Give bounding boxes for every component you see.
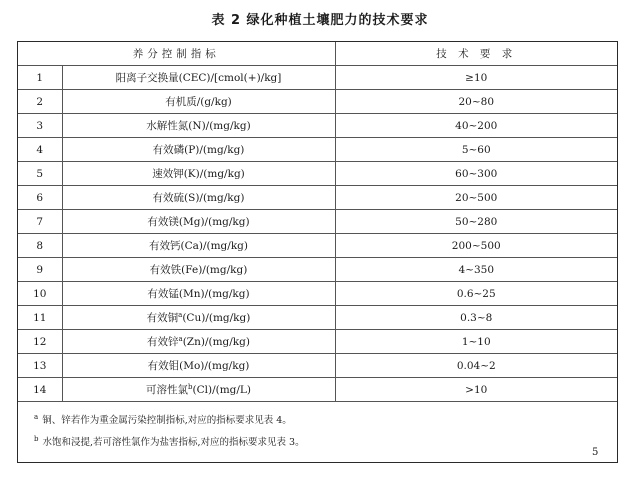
footnote-mark: a — [178, 311, 183, 319]
row-indicator: 有机质/(g/kg) — [62, 90, 335, 114]
row-indicator: 有效磷(P)/(mg/kg) — [62, 138, 335, 162]
row-requirement: 200~500 — [335, 234, 617, 258]
table-row — [18, 210, 617, 234]
notes-row — [18, 402, 617, 463]
row-requirement: 20~500 — [335, 186, 617, 210]
row-indicator: 有效镁(Mg)/(mg/kg) — [62, 210, 335, 234]
table-row — [18, 66, 617, 90]
note-b: $^b$ 水饱和浸提,若可溶性氯作为盐害指标,对应的指标要求见表 3。 — [34, 435, 305, 448]
row-indicator: 有效铜$^a$(Cu)/(mg/kg) — [62, 306, 335, 330]
row-indicator: 阳离子交换量(CEC)/[cmol(+)/kg] — [62, 66, 335, 90]
row-indicator: 有效铁(Fe)/(mg/kg) — [62, 258, 335, 282]
row-number: 6 — [18, 186, 62, 210]
row-requirement: 1~10 — [335, 330, 617, 354]
table-row — [18, 282, 617, 306]
table-title: 表 2 绿化种植土壤肥力的技术要求 — [211, 13, 429, 28]
row-indicator: 水解性氮(N)/(mg/kg) — [62, 114, 335, 138]
row-requirement: 0.6~25 — [335, 282, 617, 306]
row-indicator: 有效硫(S)/(mg/kg) — [62, 186, 335, 210]
footnote-mark: a — [178, 335, 183, 343]
header-indicator: 养分控制指标 — [18, 42, 335, 66]
row-number: 7 — [18, 210, 62, 234]
row-number: 1 — [18, 66, 62, 90]
row-requirement: 4~350 — [335, 258, 617, 282]
row-indicator: 速效钾(K)/(mg/kg) — [62, 162, 335, 186]
row-indicator: 有效锰(Mn)/(mg/kg) — [62, 282, 335, 306]
row-number: 3 — [18, 114, 62, 138]
row-number: 9 — [18, 258, 62, 282]
row-number: 10 — [18, 282, 62, 306]
row-number: 4 — [18, 138, 62, 162]
row-requirement: 5~60 — [335, 138, 617, 162]
row-number: 5 — [18, 162, 62, 186]
row-requirement: 50~280 — [335, 210, 617, 234]
table-row — [18, 354, 617, 378]
note-a: $^a$ 铜、锌若作为重金属污染控制指标,对应的指标要求见表 4。 — [34, 413, 292, 426]
row-number: 12 — [18, 330, 62, 354]
table-row — [18, 330, 617, 354]
row-requirement: >10 — [335, 378, 617, 402]
row-number: 14 — [18, 378, 62, 402]
table-row — [18, 186, 617, 210]
page-number: 5 — [592, 447, 599, 458]
row-requirement: ≥10 — [335, 66, 617, 90]
row-number: 8 — [18, 234, 62, 258]
row-requirement: 40~200 — [335, 114, 617, 138]
row-number: 2 — [18, 90, 62, 114]
table-row — [18, 234, 617, 258]
table-row — [18, 162, 617, 186]
table-row — [18, 90, 617, 114]
row-indicator: 有效钼(Mo)/(mg/kg) — [62, 354, 335, 378]
table-notes — [18, 402, 617, 463]
row-number: 11 — [18, 306, 62, 330]
row-requirement: 20~80 — [335, 90, 617, 114]
table-header-row — [18, 42, 617, 66]
row-number: 13 — [18, 354, 62, 378]
soil-fertility-table — [17, 41, 618, 463]
table-row — [18, 378, 617, 402]
table-row — [18, 258, 617, 282]
row-requirement: 0.3~8 — [335, 306, 617, 330]
header-requirement: 技 术 要 求 — [335, 42, 617, 66]
row-requirement: 0.04~2 — [335, 354, 617, 378]
row-indicator: 可溶性氯$^b$(Cl)/(mg/L) — [62, 378, 335, 402]
table-row — [18, 114, 617, 138]
table-row — [18, 138, 617, 162]
row-requirement: 60~300 — [335, 162, 617, 186]
row-indicator: 有效锌$^a$(Zn)/(mg/kg) — [62, 330, 335, 354]
footnote-mark: b — [188, 383, 193, 391]
table-row — [18, 306, 617, 330]
row-indicator: 有效钙(Ca)/(mg/kg) — [62, 234, 335, 258]
